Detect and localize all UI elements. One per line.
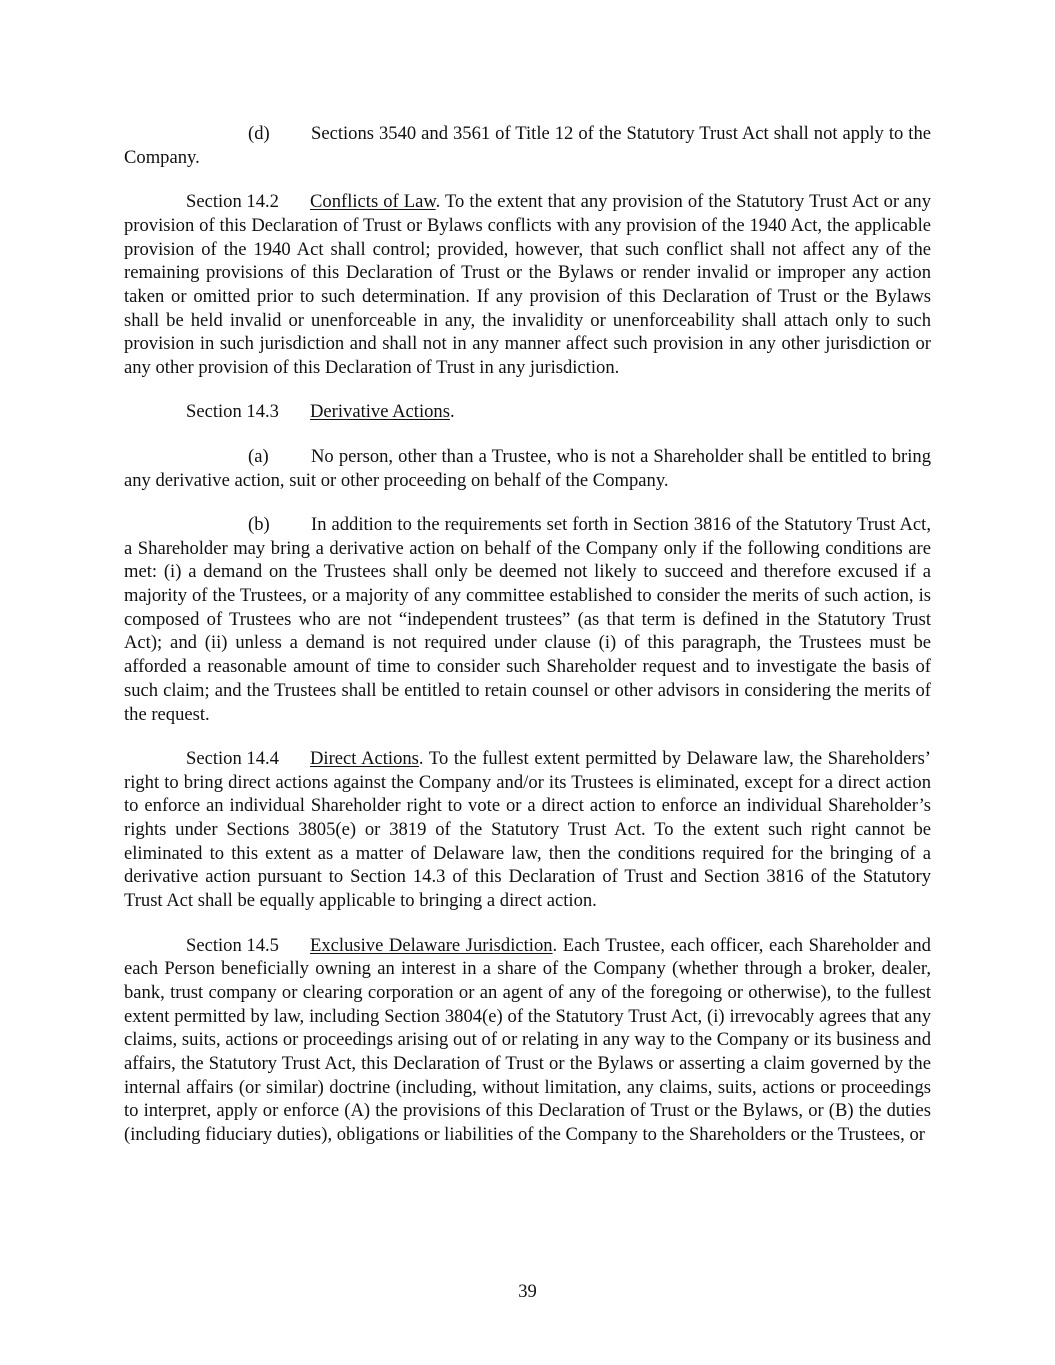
- section-14-3: [124, 400, 931, 424]
- paragraph-d: [124, 122, 931, 169]
- document-page: [124, 122, 931, 1168]
- section-14-2: [124, 190, 931, 380]
- paragraph-text: Sections 3540 and 3561 of Title 12 of the Statutory Trust Act shall not apply to the Company.: [124, 123, 931, 168]
- paragraph-label: (a): [248, 445, 269, 467]
- paragraph-label: (b): [248, 513, 270, 535]
- section-text: . To the extent that any provision of the Statutory Trust Act or any provision of this Declaration of Trust or Bylaws conflicts with any provision of the 1940 Act, the applicable provision of the 1940 Act shall control; provided, however, that such conflict shall not affect any of the remaining provisions of this Declaration of Trust or the Bylaws or render invalid or improper any action taken or omitted prior to such determination. If any provision of this Declaration of Trust or the Bylaws shall be held invalid or unenforceable in any, the invalidity or unenforceability shall attach only to such provision in such jurisdiction and shall not in any manner affect such provision in any other jurisdiction or any other provision of this Declaration of Trust in any jurisdiction.: [124, 191, 931, 379]
- section-heading: Direct Actions: [310, 747, 419, 769]
- section-heading: Derivative Actions: [310, 401, 450, 423]
- paragraph-b: [124, 513, 931, 726]
- section-label: Section 14.2: [186, 191, 279, 213]
- section-label: Section 14.5: [186, 934, 279, 956]
- paragraph-a: [124, 445, 931, 492]
- section-heading: Exclusive Delaware Jurisdiction: [310, 934, 553, 956]
- page-number: 39: [518, 1281, 537, 1302]
- section-14-5: [124, 934, 931, 1147]
- section-label: Section 14.4: [186, 747, 279, 769]
- paragraph-text: No person, other than a Trustee, who is not a Shareholder shall be entitled to bring any derivative action, suit or other proceeding on behalf of the Company.: [124, 445, 931, 491]
- section-label: Section 14.3: [186, 401, 279, 423]
- section-text: .: [449, 401, 455, 423]
- section-heading: Conflicts of Law: [310, 191, 436, 213]
- paragraph-text: In addition to the requirements set forth in Section 3816 of the Statutory Trust Act, a Shareholder may bring a derivative action on behalf of the Company only if the following conditions are met: (i) a demand on the Trustees shall only be deemed not likely to succeed and therefore excused if a majority of the Trustees, or a majority of any committee established to consider the merits of such action, is composed of Trustees who are not “independent trustees” (as that term is defined in the Statutory Trust Act); and (ii) unless a demand is not required under clause (i) of this paragraph, the Trustees must be afforded a reasonable amount of time to consider such Shareholder request and to investigate the basis of such claim; and the Trustees shall be entitled to retain counsel or other advisors in considering the merits of the request.: [124, 513, 931, 725]
- section-text: . Each Trustee, each officer, each Shareholder and each Person beneficially owning an interest in a share of the Company (whether through a broker, dealer, bank, trust company or clearing corporation or an agent of any of the foregoing or otherwise), to the fullest extent permitted by law, including Section 3804(e) of the Statutory Trust Act, (i) irrevocably agrees that any claims, suits, actions or proceedings arising out of or relating in any way to the Company or its business and affairs, the Statutory Trust Act, this Declaration of Trust or the Bylaws or asserting a claim governed by the internal affairs (or similar) doctrine (including, without limitation, any claims, suits, actions or proceedings to interpret, apply or enforce (A) the provisions of this Declaration of Trust or the Bylaws, or (B) the duties (including fiduciary duties), obligations or liabilities of the Company to the Shareholders or the Trustees, or: [124, 934, 931, 1146]
- section-text: . To the fullest extent permitted by Delaware law, the Shareholders’ right to bring direct actions against the Company and/or its Trustees is eliminated, except for a direct action to enforce an individual Shareholder right to vote or a direct action to enforce an individual Shareholder’s rights under Sections 3805(e) or 3819 of the Statutory Trust Act. To the extent such right cannot be eliminated to this extent as a matter of Delaware law, then the conditions required for the bringing of a derivative action pursuant to Section 14.3 of this Declaration of Trust and Section 3816 of the Statutory Trust Act shall be equally applicable to bringing a direct action.: [124, 747, 931, 912]
- section-14-4: [124, 747, 931, 913]
- paragraph-label: (d): [248, 123, 270, 144]
